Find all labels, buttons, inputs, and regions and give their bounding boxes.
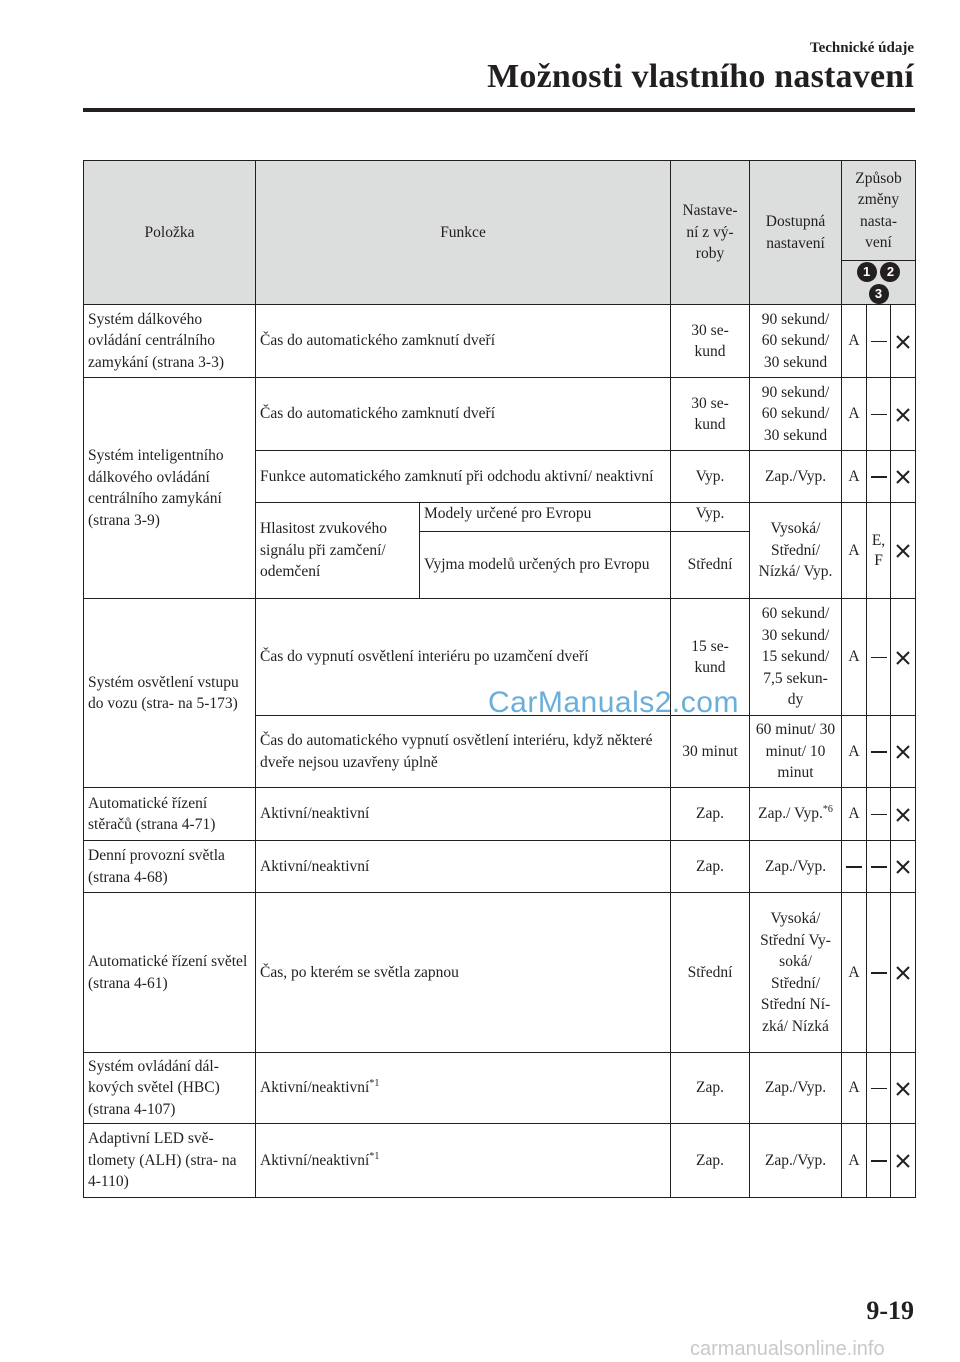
available-cell [750,788,842,841]
dash-icon [871,414,887,416]
method-3-cell [891,503,916,599]
default-cell: Střední [671,532,750,599]
available-cell: Vysoká/ Střední Vy- soká/ Střední/ Střední Ní- zká/ Nízká [750,893,842,1053]
item-cell: Systém dálkového ovládání centrálního zamykání (strana 3-3) [84,305,256,378]
method-2-cell [867,451,891,503]
item-cell: Systém osvětlení vstupu do vozu (stra- na 5-173) [84,599,256,788]
method-2-cell [867,841,891,893]
function-cell: Čas do automatického vypnutí osvětlení interiéru, když některé dveře nejsou uzavřeny úplně [256,716,671,788]
method-3-cell [891,788,916,841]
cross-icon [895,543,911,559]
available-cell: 60 sekund/ 30 sekund/ 15 sekund/ 7,5 sekun- dy [750,599,842,716]
cross-icon [895,1153,911,1169]
method-1-cell: A [842,893,867,1053]
default-cell: 30 minut [671,716,750,788]
available-cell: Zap./Vyp. [750,1124,842,1198]
dash-icon [871,341,887,343]
available-value: Zap./ Vyp. [758,805,823,823]
dash-icon [871,814,887,816]
available-cell: 60 minut/ 30 minut/ 10 minut [750,716,842,788]
method-1-cell [842,841,867,893]
dash-icon [871,1088,887,1090]
default-cell: 30 se- kund [671,305,750,378]
dash-icon [871,751,887,753]
method-2-cell [867,893,891,1053]
available-cell: Zap./Vyp. [750,1053,842,1124]
default-cell: 15 se- kund [671,599,750,716]
footnote-mark: *1 [369,1150,380,1162]
item-cell: Denní provozní světla (strana 4-68) [84,841,256,893]
function-cell [256,1124,671,1198]
method-3-cell [891,378,916,451]
cross-icon [895,744,911,760]
method-2-cell [867,378,891,451]
method-3-cell [891,893,916,1053]
header-available: Dostupná nastavení [750,161,842,305]
default-cell: Vyp. [671,451,750,503]
method-2-cell [867,788,891,841]
method-3-cell [891,305,916,378]
function-cell: Čas do automatického zamknutí dveří [256,378,671,451]
function-cell: Aktivní/neaktivní [256,841,671,893]
default-cell: Vyp. [671,503,750,532]
default-cell: Zap. [671,788,750,841]
item-cell: Automatické řízení světel (strana 4-61) [84,893,256,1053]
method-3-cell [891,1124,916,1198]
function-cell: Aktivní/neaktivní [256,788,671,841]
method-1-cell: A [842,503,867,599]
function-cell: Hlasitost zvukového signálu při zamčení/ odemčení [256,503,420,599]
cross-icon [895,334,911,350]
method-3-cell [891,841,916,893]
method-3-cell [891,451,916,503]
method-3-cell [891,599,916,716]
method-3-cell [891,1053,916,1124]
dash-icon [871,476,887,478]
header-default: Nastave- ní z vý- roby [671,161,750,305]
method-numbers [842,261,916,305]
method-1-cell: A [842,716,867,788]
dash-icon [846,866,862,868]
cross-icon [895,807,911,823]
available-cell: Vysoká/ Střední/ Nízká/ Vyp. [750,503,842,599]
item-cell: Systém ovládání dál- kových světel (HBC) (strana 4-107) [84,1053,256,1124]
header-method: Způsob změny nasta- vení [842,161,916,261]
method-3-cell [891,716,916,788]
function-cell: Čas do vypnutí osvětlení interiéru po uzamčení dveří [256,599,671,716]
method-1-cell: A [842,788,867,841]
dash-icon [871,1160,887,1162]
default-cell: Zap. [671,1053,750,1124]
settings-table [83,160,916,1198]
method-1-cell: A [842,1124,867,1198]
item-cell: Systém inteligentního dálkového ovládání centrálního zamykání (strana 3-9) [84,378,256,599]
page-title: Možnosti vlastního nastavení [487,58,914,95]
watermark: CarManuals2.com [488,686,739,719]
function-cell [256,1053,671,1124]
subfunction-cell: Modely určené pro Evropu [420,503,671,532]
method-1-cell: A [842,378,867,451]
method-1-cell: A [842,305,867,378]
available-cell: 90 sekund/ 60 sekund/ 30 sekund [750,305,842,378]
table-row [84,305,916,378]
method-2-cell [867,1124,891,1198]
footnote-mark: *6 [822,804,833,816]
number-2-icon: 2 [880,262,900,282]
header-item: Položka [84,161,256,305]
table-row [84,893,916,1053]
dash-icon [871,657,887,659]
table-row [84,378,916,451]
cross-icon [895,1081,911,1097]
table-row [84,1124,916,1198]
function-value: Aktivní/neaktivní [260,1151,370,1169]
method-2-cell [867,716,891,788]
table-row [84,1053,916,1124]
item-cell: Automatické řízení stěračů (strana 4-71) [84,788,256,841]
available-cell: Zap./Vyp. [750,841,842,893]
item-cell: Adaptivní LED svě- tlomety (ALH) (stra- na 4-110) [84,1124,256,1198]
number-1-icon: 1 [857,262,877,282]
title-rule [83,108,915,112]
default-cell: Zap. [671,1124,750,1198]
default-cell: Střední [671,893,750,1053]
method-2-cell [867,305,891,378]
function-cell: Funkce automatického zamknutí při odchodu aktivní/ neaktivní [256,451,671,503]
method-1-cell: A [842,599,867,716]
section-title: Technické údaje [809,40,914,56]
method-2-cell [867,1053,891,1124]
cross-icon [895,650,911,666]
available-cell: 90 sekund/ 60 sekund/ 30 sekund [750,378,842,451]
method-1-cell: A [842,1053,867,1124]
available-cell: Zap./Vyp. [750,451,842,503]
function-cell: Čas, po kterém se světla zapnou [256,893,671,1053]
number-3-icon: 3 [869,284,889,304]
dash-icon [871,866,887,868]
cross-icon [895,407,911,423]
method-1-cell: A [842,451,867,503]
cross-icon [895,469,911,485]
default-cell: 30 se- kund [671,378,750,451]
cross-icon [895,859,911,875]
table-row [84,841,916,893]
cross-icon [895,965,911,981]
default-cell: Zap. [671,841,750,893]
page-number: 9-19 [866,1296,914,1325]
footnote-mark: *1 [369,1078,380,1090]
function-value: Aktivní/neaktivní [260,1079,370,1097]
function-cell: Čas do automatického zamknutí dveří [256,305,671,378]
header-function: Funkce [256,161,671,305]
method-2-cell [867,599,891,716]
table-row [84,788,916,841]
method-2-cell: E, F [867,503,891,599]
subfunction-cell: Vyjma modelů určených pro Evropu [420,532,671,599]
dash-icon [871,972,887,974]
footer-watermark: carmanualsonline.info [690,1338,885,1360]
